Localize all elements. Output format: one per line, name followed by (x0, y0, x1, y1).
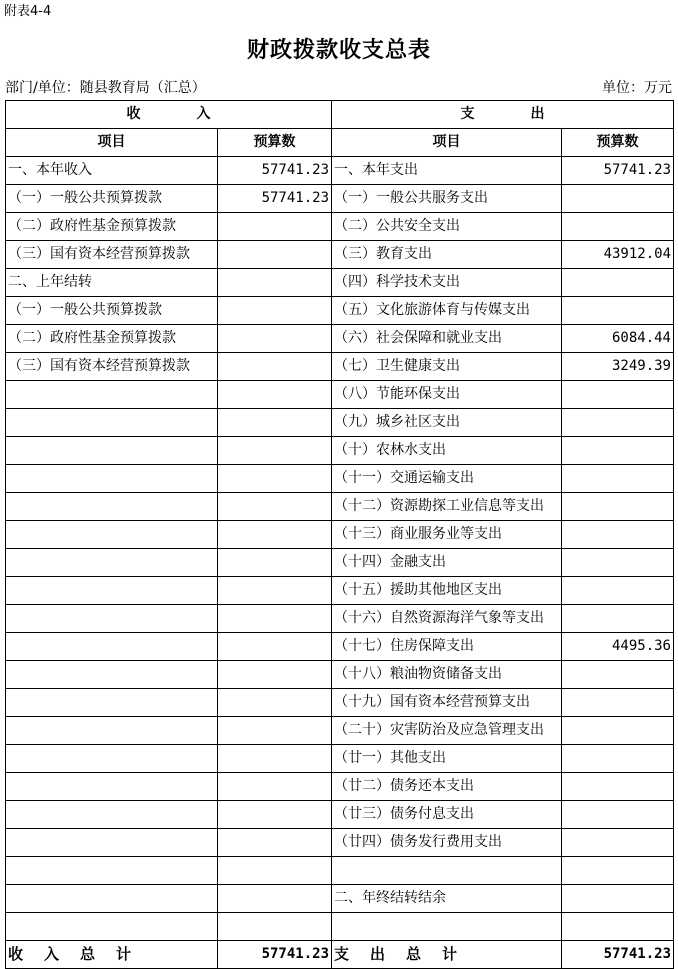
expense-item-cell: （十五）援助其他地区支出 (332, 577, 562, 605)
income-item-cell (6, 801, 218, 829)
table-row (6, 297, 674, 325)
table-row (6, 549, 674, 577)
table-row (6, 157, 674, 185)
expense-item-cell: （廿三）债务付息支出 (332, 801, 562, 829)
expense-item-cell: （十九）国有资本经营预算支出 (332, 689, 562, 717)
income-item-cell (6, 409, 218, 437)
table-row (6, 661, 674, 689)
table-row (6, 717, 674, 745)
income-value-cell (218, 521, 332, 549)
income-item-cell: （三）国有资本经营预算拨款 (6, 353, 218, 381)
expense-value-cell (562, 689, 674, 717)
income-item-cell (6, 717, 218, 745)
income-item-cell (6, 465, 218, 493)
expense-total-label: 支 出 总 计 (332, 941, 562, 969)
expense-value-cell (562, 829, 674, 857)
expense-item-cell: （一）一般公共服务支出 (332, 185, 562, 213)
income-item-cell (6, 857, 218, 885)
unit-label: 单位：万元 (602, 80, 672, 96)
income-value-cell (218, 829, 332, 857)
income-item-cell (6, 913, 218, 941)
expense-value-cell (562, 885, 674, 913)
income-value-cell (218, 661, 332, 689)
expense-value-cell (562, 269, 674, 297)
income-value-cell (218, 213, 332, 241)
table-row (6, 325, 674, 353)
income-item-cell (6, 885, 218, 913)
income-item-cell: （一）一般公共预算拨款 (6, 185, 218, 213)
table-row (6, 633, 674, 661)
income-value-cell (218, 353, 332, 381)
table-row (6, 605, 674, 633)
expense-item-cell: （七）卫生健康支出 (332, 353, 562, 381)
income-section-header: 收 入 (6, 101, 332, 129)
expense-item-cell: （二）公共安全支出 (332, 213, 562, 241)
expense-item-cell: （十三）商业服务业等支出 (332, 521, 562, 549)
table-row (6, 913, 674, 941)
table-row (6, 465, 674, 493)
expense-item-cell: （四）科学技术支出 (332, 269, 562, 297)
income-value-cell (218, 913, 332, 941)
income-value-cell (218, 325, 332, 353)
income-value-cell (218, 269, 332, 297)
income-item-column-header: 项目 (6, 129, 218, 157)
table-row (6, 801, 674, 829)
expense-item-cell: （六）社会保障和就业支出 (332, 325, 562, 353)
column-header-row (6, 129, 674, 157)
table-row (6, 829, 674, 857)
table-row (6, 185, 674, 213)
income-item-cell (6, 773, 218, 801)
table-row (6, 857, 674, 885)
income-value-cell (218, 577, 332, 605)
table-row (6, 269, 674, 297)
expense-item-cell: 二、年终结转结余 (332, 885, 562, 913)
income-value-cell (218, 437, 332, 465)
table-row (6, 353, 674, 381)
expense-item-cell: （廿四）债务发行费用支出 (332, 829, 562, 857)
expense-item-column-header: 项目 (332, 129, 562, 157)
income-item-cell (6, 661, 218, 689)
expense-item-cell (332, 857, 562, 885)
income-value-cell (218, 745, 332, 773)
expense-value-cell (562, 745, 674, 773)
expense-item-cell: （十七）住房保障支出 (332, 633, 562, 661)
expense-value-cell (562, 381, 674, 409)
income-item-cell: 一、本年收入 (6, 157, 218, 185)
expense-value-cell: 43912.04 (562, 241, 674, 269)
expense-budget-column-header: 预算数 (562, 129, 674, 157)
expense-value-cell (562, 437, 674, 465)
table-row (6, 381, 674, 409)
income-value-cell (218, 857, 332, 885)
expense-value-cell (562, 465, 674, 493)
expense-value-cell (562, 185, 674, 213)
income-value-cell (218, 885, 332, 913)
income-item-cell (6, 605, 218, 633)
income-item-cell: （二）政府性基金预算拨款 (6, 325, 218, 353)
expense-item-cell: （十八）粮油物资储备支出 (332, 661, 562, 689)
income-value-cell (218, 297, 332, 325)
income-value-cell (218, 409, 332, 437)
income-value-cell (218, 493, 332, 521)
table-row (6, 885, 674, 913)
expense-value-cell (562, 409, 674, 437)
table-row (6, 409, 674, 437)
expense-value-cell (562, 605, 674, 633)
income-value-cell (218, 773, 332, 801)
expense-value-cell (562, 801, 674, 829)
income-item-cell (6, 745, 218, 773)
expense-item-cell: （十六）自然资源海洋气象等支出 (332, 605, 562, 633)
expense-item-cell: （八）节能环保支出 (332, 381, 562, 409)
total-row (6, 941, 674, 969)
table-row (6, 521, 674, 549)
budget-table (5, 100, 674, 969)
income-item-cell (6, 437, 218, 465)
expense-value-cell: 4495.36 (562, 633, 674, 661)
income-value-cell (218, 689, 332, 717)
expense-item-cell: （廿一）其他支出 (332, 745, 562, 773)
income-value-cell (218, 605, 332, 633)
expense-value-cell: 57741.23 (562, 157, 674, 185)
department-label: 部门/单位：随县教育局（汇总） (5, 80, 206, 96)
expense-value-cell (562, 577, 674, 605)
income-item-cell (6, 633, 218, 661)
expense-value-cell (562, 857, 674, 885)
table-row (6, 241, 674, 269)
table-row (6, 437, 674, 465)
expense-value-cell (562, 213, 674, 241)
expense-section-header: 支 出 (332, 101, 674, 129)
section-header-row (6, 101, 674, 129)
income-value-cell (218, 549, 332, 577)
expense-item-cell: （十一）交通运输支出 (332, 465, 562, 493)
expense-item-cell: （十四）金融支出 (332, 549, 562, 577)
income-item-cell (6, 689, 218, 717)
income-item-cell: （三）国有资本经营预算拨款 (6, 241, 218, 269)
expense-item-cell (332, 913, 562, 941)
income-item-cell: 二、上年结转 (6, 269, 218, 297)
expense-value-cell: 3249.39 (562, 353, 674, 381)
income-total-label: 收 入 总 计 (6, 941, 218, 969)
expense-value-cell (562, 661, 674, 689)
table-row (6, 773, 674, 801)
expense-item-cell: （五）文化旅游体育与传媒支出 (332, 297, 562, 325)
table-row (6, 493, 674, 521)
table-row (6, 745, 674, 773)
expense-value-cell (562, 549, 674, 577)
expense-item-cell: （廿二）债务还本支出 (332, 773, 562, 801)
expense-value-cell (562, 913, 674, 941)
expense-item-cell: （十）农林水支出 (332, 437, 562, 465)
expense-item-cell: （九）城乡社区支出 (332, 409, 562, 437)
income-budget-column-header: 预算数 (218, 129, 332, 157)
income-value-cell: 57741.23 (218, 185, 332, 213)
income-value-cell: 57741.23 (218, 157, 332, 185)
page-title: 财政拨款收支总表 (246, 38, 431, 63)
income-item-cell (6, 577, 218, 605)
income-value-cell (218, 633, 332, 661)
table-row (6, 577, 674, 605)
income-item-cell (6, 829, 218, 857)
expense-item-cell: 一、本年支出 (332, 157, 562, 185)
income-item-cell (6, 521, 218, 549)
appendix-label: 附表4-4 (4, 4, 52, 19)
expense-value-cell (562, 773, 674, 801)
expense-item-cell: （二十）灾害防治及应急管理支出 (332, 717, 562, 745)
expense-item-cell: （十二）资源勘探工业信息等支出 (332, 493, 562, 521)
income-item-cell (6, 549, 218, 577)
income-item-cell (6, 381, 218, 409)
income-item-cell: （一）一般公共预算拨款 (6, 297, 218, 325)
income-value-cell (218, 465, 332, 493)
expense-item-cell: （三）教育支出 (332, 241, 562, 269)
table-row (6, 689, 674, 717)
income-item-cell (6, 493, 218, 521)
income-value-cell (218, 801, 332, 829)
expense-value-cell (562, 297, 674, 325)
expense-value-cell (562, 493, 674, 521)
income-value-cell (218, 717, 332, 745)
expense-value-cell (562, 717, 674, 745)
income-value-cell (218, 381, 332, 409)
income-item-cell: （二）政府性基金预算拨款 (6, 213, 218, 241)
expense-total-value: 57741.23 (562, 941, 674, 969)
table-row (6, 213, 674, 241)
expense-value-cell (562, 521, 674, 549)
income-value-cell (218, 241, 332, 269)
expense-value-cell: 6084.44 (562, 325, 674, 353)
income-total-value: 57741.23 (218, 941, 332, 969)
